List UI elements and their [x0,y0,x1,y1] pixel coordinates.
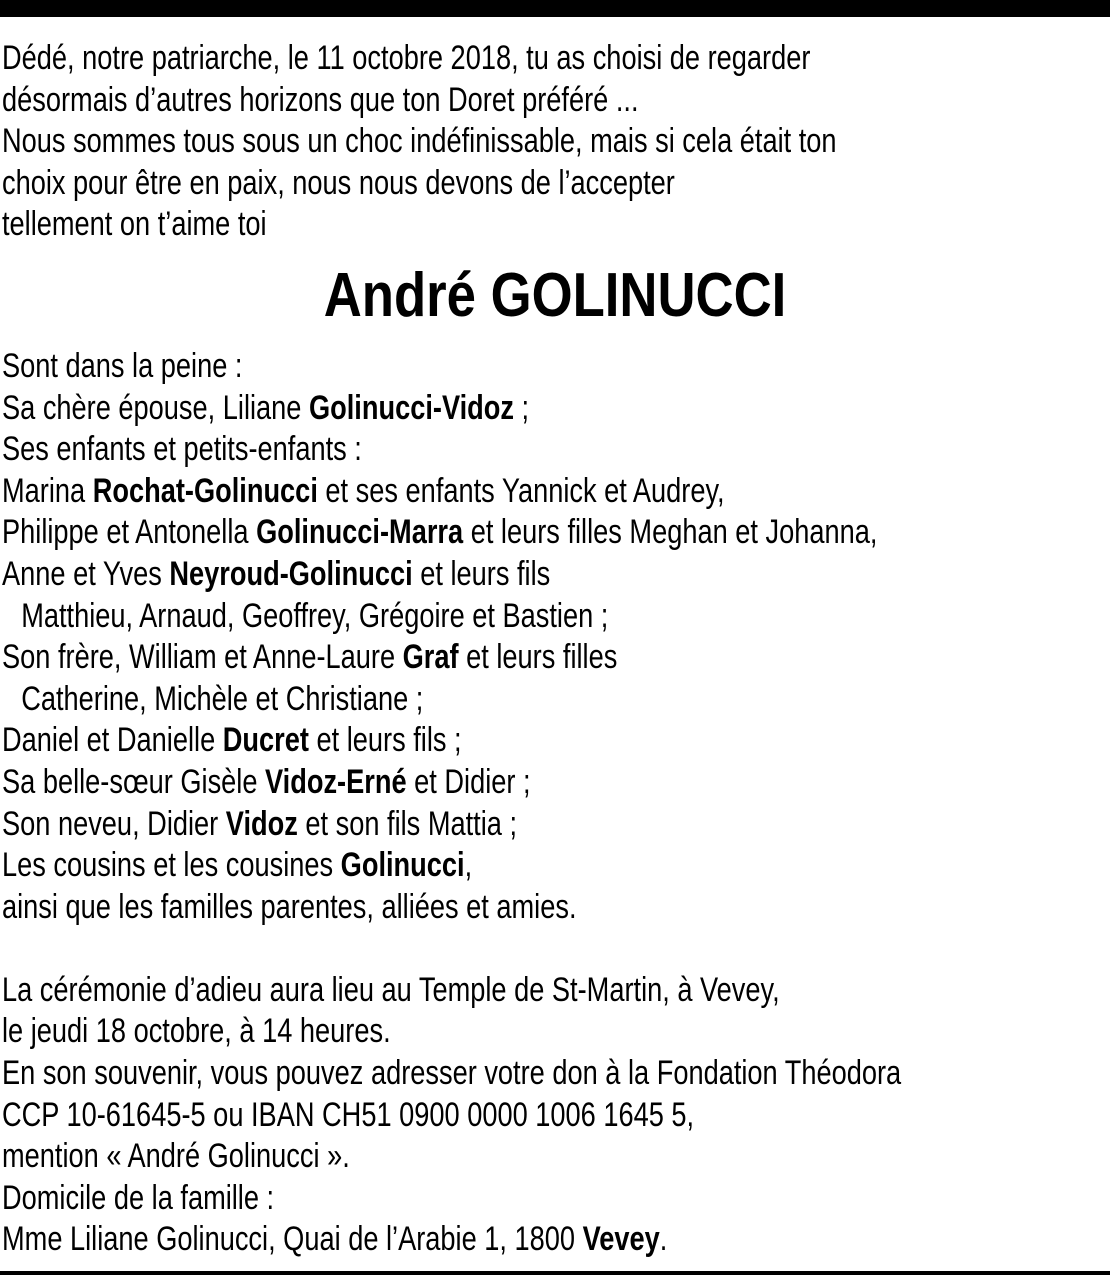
intro-line: tellement on t’aime toi [2,205,267,244]
mourner-text: Sa chère épouse, Liliane [2,388,309,427]
mourners-heading: Sont dans la peine : [2,346,243,385]
intro-line: Dédé, notre patriarche, le 11 octobre 2018, tu as choisi de regarder [2,39,811,77]
mourner-line-nephew [2,804,887,846]
mourner-text: Son neveu, Didier [2,804,226,843]
deceased-name: André GOLINUCCI [323,260,787,330]
mourner-text: et Didier ; [406,762,531,801]
mourner-surname: Golinucci-Marra [256,513,464,552]
intro-paragraph [2,38,1108,246]
mourners-list [2,346,1108,928]
intro-line: désormais d’autres horizons que ton Doret préféré ... [2,80,639,119]
mourner-line-brother-children: Catherine, Michèle et Christiane ; [21,679,424,718]
mourner-text: et leurs fils [412,554,551,593]
mourner-surname: Golinucci-Vidoz [308,388,514,427]
mourner-line-daniel [2,720,887,762]
donation-mention-line: mention « André Golinucci ». [2,1137,350,1176]
bottom-rule [0,1271,1110,1275]
mourner-text: , [464,846,473,885]
mourner-line-marina [2,471,887,513]
mourner-line-brother [2,637,887,679]
mourner-text: Daniel et Danielle [2,721,223,760]
ceremony-info [2,970,1108,1261]
children-heading: Ses enfants et petits-enfants : [2,430,362,469]
mourners-closing: ainsi que les familles parentes, alliées et amies. [2,887,577,926]
address-text: . [659,1220,668,1259]
mourner-text: et leurs filles [458,638,618,677]
ceremony-line: La cérémonie d’adieu aura lieu au Temple de St-Martin, à Vevey, [2,970,780,1009]
donation-line: En son souvenir, vous pouvez adresser votre don à la Fondation Théodora [2,1054,902,1093]
mourner-surname: Graf [402,638,459,677]
mourner-text: Son frère, William et Anne-Laure [2,638,403,677]
mourner-surname: Vidoz [225,804,298,843]
mourner-surname: Ducret [222,721,309,760]
death-notice [2,38,1108,1261]
domicile-heading: Domicile de la famille : [2,1178,275,1217]
mourner-text: et son fils Mattia ; [297,804,518,843]
mourner-text: Philippe et Antonella [2,513,257,552]
intro-line: Nous sommes tous sous un choc indéfinissable, mais si cela était ton [2,122,837,161]
mourner-surname: Golinucci [340,846,465,885]
paragraph-gap [2,928,1108,970]
donation-account-line: CCP 10-61645-5 ou IBAN CH51 0900 0000 1006 1645 5, [2,1095,695,1134]
mourner-text: et ses enfants Yannick et Audrey, [317,471,725,510]
intro-line: choix pour être en paix, nous nous devons de l’accepter [2,163,675,202]
mourner-line-anne [2,554,887,596]
ceremony-line: le jeudi 18 octobre, à 14 heures. [2,1012,391,1051]
domicile-address [2,1219,887,1261]
mourner-line-cousins [2,845,887,887]
mourner-text: ; [514,388,530,427]
mourner-line-anne-children: Matthieu, Arnaud, Geoffrey, Grégoire et Bastien ; [21,596,609,635]
mourner-text: et leurs fils ; [308,721,462,760]
top-rule [0,0,1110,17]
mourner-surname: Neyroud-Golinucci [169,554,413,593]
mourner-text: Sa belle-sœur Gisèle [2,762,266,801]
mourner-line-wife [2,388,887,430]
mourner-text: et leurs filles Meghan et Johanna, [463,513,878,552]
mourner-line-philippe [2,512,887,554]
address-city: Vevey [582,1220,660,1259]
mourner-text: Anne et Yves [2,554,170,593]
mourner-surname: Rochat-Golinucci [92,471,318,510]
mourner-text: Marina [2,471,93,510]
mourner-line-sister [2,762,887,804]
mourner-text: Les cousins et les cousines [2,846,341,885]
mourner-surname: Vidoz-Erné [265,762,407,801]
address-text: Mme Liliane Golinucci, Quai de l’Arabie 1, 1800 [2,1220,583,1259]
